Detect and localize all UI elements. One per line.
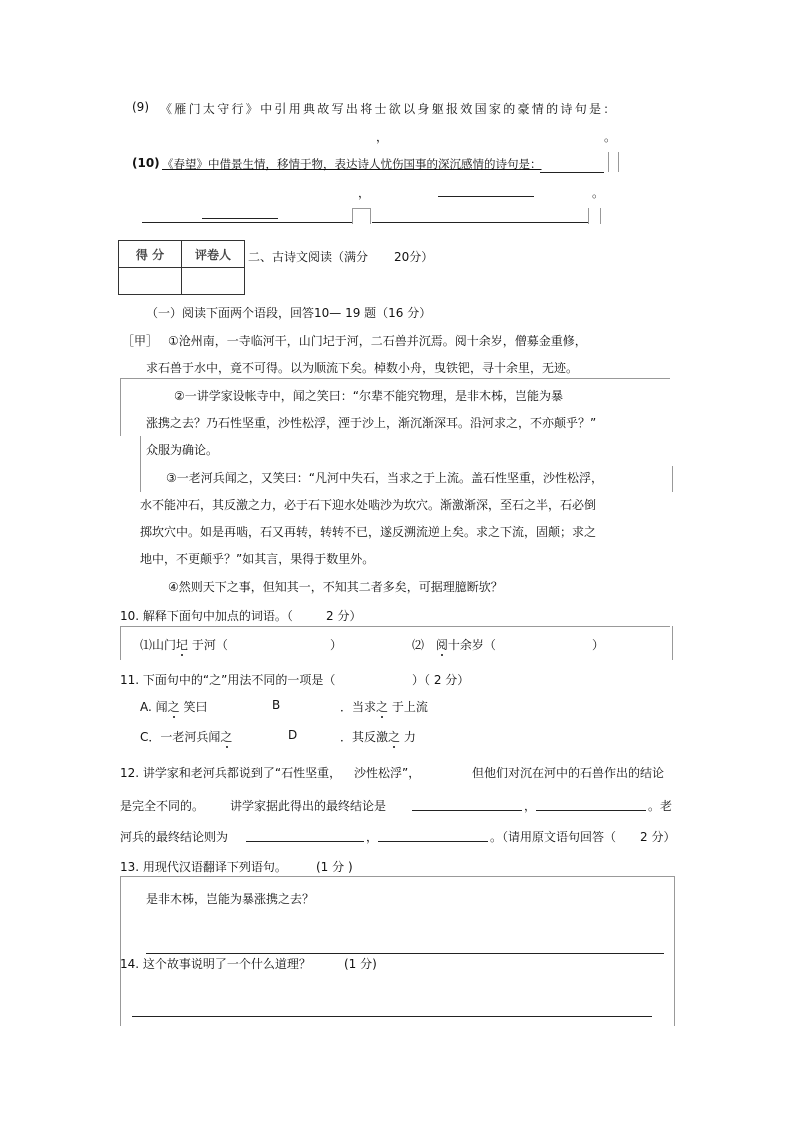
- passage-box-right: [672, 466, 673, 492]
- grader-label: 评卷人: [182, 241, 245, 268]
- score-label: 得 分: [119, 241, 182, 268]
- q12-line1b: 沙性松浮”，: [354, 766, 421, 780]
- q10-box-edge-4: [370, 208, 371, 224]
- q10b-box-right: [672, 626, 673, 660]
- q13-text: 13. 用现代汉语翻译下列语句。: [120, 860, 287, 874]
- passage-line: 涨携之去？乃石性坚重，沙性松浮，湮于沙上，渐沉渐深耳。沿河求之，不亦颠乎？”: [146, 416, 597, 430]
- q10b-text: 10. 解释下面句中加点的词语。（: [120, 609, 293, 623]
- q10b-item1-suffix: 于河（: [188, 638, 228, 652]
- score-cell[interactable]: [119, 268, 182, 295]
- passage-label: ［甲］: [122, 334, 159, 348]
- q11-option-a[interactable]: [140, 698, 207, 715]
- passage-line: 求石兽于水中，竟不可得。以为顺流下矣。棹数小舟，曳铁钯，寻十余里，无迹。: [146, 361, 579, 375]
- q10b-box-left: [120, 626, 121, 660]
- passage-line: ③一老河兵闻之，又笑曰：“凡河中失石，当求之于上流。盖石性坚重，沙性松浮，: [166, 471, 603, 485]
- q11-option-b-dot: 之: [376, 700, 389, 714]
- q10b-item1: [140, 636, 228, 653]
- q11-option-c[interactable]: [140, 728, 232, 745]
- q11-text: 11. 下面句中的“之”用法不同的一项是（: [120, 673, 336, 687]
- section-title: 二、古诗文阅读（满分: [248, 250, 369, 264]
- passage-box-top: [120, 378, 670, 379]
- q13-box-left: [120, 876, 121, 1026]
- passage-line: 掷坎穴中。如是再啮，石又再转，转转不已，遂反溯流逆上矣。求之下流，固颠；求之: [140, 525, 597, 539]
- q10b-item2-suffix: 十余岁（: [447, 638, 496, 652]
- q10-box-edge-3: [352, 208, 353, 224]
- q11-option-c-dot: 之: [220, 730, 233, 744]
- q11-option-d-dot: 之: [388, 730, 401, 744]
- q13-answer-line[interactable]: [146, 953, 664, 954]
- passage-line: ④然则天下之事，但知其一，不知其二者多矣，可据理臆断欤？: [168, 580, 503, 594]
- q11-option-a-dot: 之: [167, 700, 180, 714]
- q12-line1a: 12. 讲学家和老河兵都说到了“石性坚重，: [120, 766, 342, 780]
- q12-blank-1[interactable]: [412, 810, 522, 811]
- q10b-item2-close: ）: [592, 638, 605, 652]
- q14-answer-line[interactable]: [132, 1016, 652, 1017]
- q11-option-b-label[interactable]: B: [272, 698, 281, 712]
- q12-line1c: 但他们对沉在河中的石兽作出的结论: [472, 766, 665, 780]
- q12-blank-3[interactable]: [246, 841, 364, 842]
- passage-box-left: [120, 378, 121, 436]
- section-score: 20分）: [394, 250, 434, 264]
- q11-option-d-label[interactable]: D: [288, 728, 298, 742]
- q10-number: (10): [132, 156, 160, 170]
- passage-line: ①沧州南，一寺临河干，山门圮于河，二石兽并沉焉。阅十余岁，僧募金重修，: [168, 334, 587, 348]
- q13-box-right: [674, 876, 675, 1026]
- reading-intro: （一）阅读下面两个语段，回答: [146, 306, 315, 320]
- q10-box-top: [352, 208, 370, 209]
- q11-option-d-pre: ．其反激: [340, 730, 389, 744]
- q11-option-b-rest: 于上流: [388, 700, 428, 714]
- q11-option-c-label: C．一老河兵闻: [140, 730, 221, 744]
- q9-text: 《雁门太守行》中引用典故写出将士欲以身躯报效国家的豪情的诗句是：: [160, 102, 618, 116]
- q11-option-a-label: A. 闻: [140, 700, 168, 714]
- q11-option-b[interactable]: [340, 698, 428, 715]
- q10-answer-line-2[interactable]: [438, 196, 534, 197]
- q13-box-top: [120, 876, 674, 877]
- q12-line2-end: 。老: [648, 799, 673, 813]
- q10b-box-top: [120, 626, 670, 627]
- q14-text: 14. 这个故事说明了一个什么道理？: [120, 957, 311, 971]
- q11-option-b-pre: ．当求: [340, 700, 377, 714]
- q9-number: (9): [132, 100, 149, 114]
- q10-box-edge: [608, 152, 609, 172]
- q10-period: 。: [592, 186, 605, 200]
- q10b-item2: [412, 636, 496, 653]
- q11-option-d[interactable]: [340, 728, 416, 745]
- passage-line: 众服为确论。: [146, 443, 219, 457]
- q10-answer-line-3[interactable]: [142, 222, 352, 223]
- q11-option-d-rest: 力: [400, 730, 416, 744]
- q12-line2-comma: ，: [524, 799, 537, 813]
- q12-line3-comma: ，: [366, 830, 379, 844]
- q10-comma: ，: [358, 186, 371, 200]
- q13-score: (1 分 ): [316, 860, 353, 874]
- q12-line2a: 是完全不同的。: [120, 799, 205, 813]
- q10-box-edge-2: [618, 152, 619, 172]
- q14-score: (1 分): [344, 957, 377, 971]
- passage-box-left-2: [140, 436, 141, 492]
- q10b-item2-num: ⑵: [412, 638, 425, 652]
- q12-line3a: 河兵的最终结论则为: [120, 830, 229, 844]
- q10b-item1-close: ）: [330, 638, 343, 652]
- q11-close: ）（ 2 分）: [412, 673, 470, 687]
- q12-line3-end: 。（请用原文语句回答（: [490, 830, 617, 844]
- q12-blank-2[interactable]: [536, 810, 646, 811]
- passage-line: ②一讲学家设帐寺中，闻之笑曰：“尔辈不能究物理，是非木柹，岂能为暴: [174, 389, 563, 403]
- q10-answer-line-4[interactable]: [372, 222, 588, 223]
- grader-cell[interactable]: [182, 268, 245, 295]
- q9-period: 。: [604, 130, 617, 144]
- q10b-item1-prefix: ⑴山门: [140, 638, 177, 652]
- q10b-score: 2 分）: [326, 609, 362, 623]
- q12-blank-4[interactable]: [378, 841, 488, 842]
- q13-sentence: 是非木柹，岂能为暴涨携之去？: [146, 892, 315, 906]
- reading-intro-range: 10— 19 题（16 分）: [314, 306, 432, 320]
- q12-line3-score: 2 分）: [640, 830, 676, 844]
- q10-answer-line-3b: [202, 218, 278, 219]
- q9-comma: ，: [376, 130, 389, 144]
- q10-answer-line-1[interactable]: [540, 172, 604, 173]
- q10-box-edge-6: [600, 208, 601, 224]
- q12-line2b: 讲学家据此得出的最终结论是: [230, 799, 387, 813]
- q10b-item1-dotted-word: 圮: [176, 638, 189, 652]
- q11-option-a-rest: 笑曰: [179, 700, 208, 714]
- q10-text: 《春望》中借景生情，移情于物，表达诗人忧伤国事的深沉感情的诗句是：: [162, 157, 542, 171]
- score-table: [118, 240, 245, 295]
- passage-line: 地中，不更颠乎？”如其言，果得于数里外。: [140, 552, 375, 566]
- q10b-item2-dotted-word: 阅: [435, 638, 448, 652]
- q10-box-edge-5: [588, 208, 589, 224]
- passage-line: 水不能冲石，其反激之力，必于石下迎水处啮沙为坎穴。渐激渐深，至石之半，石必倒: [140, 498, 597, 512]
